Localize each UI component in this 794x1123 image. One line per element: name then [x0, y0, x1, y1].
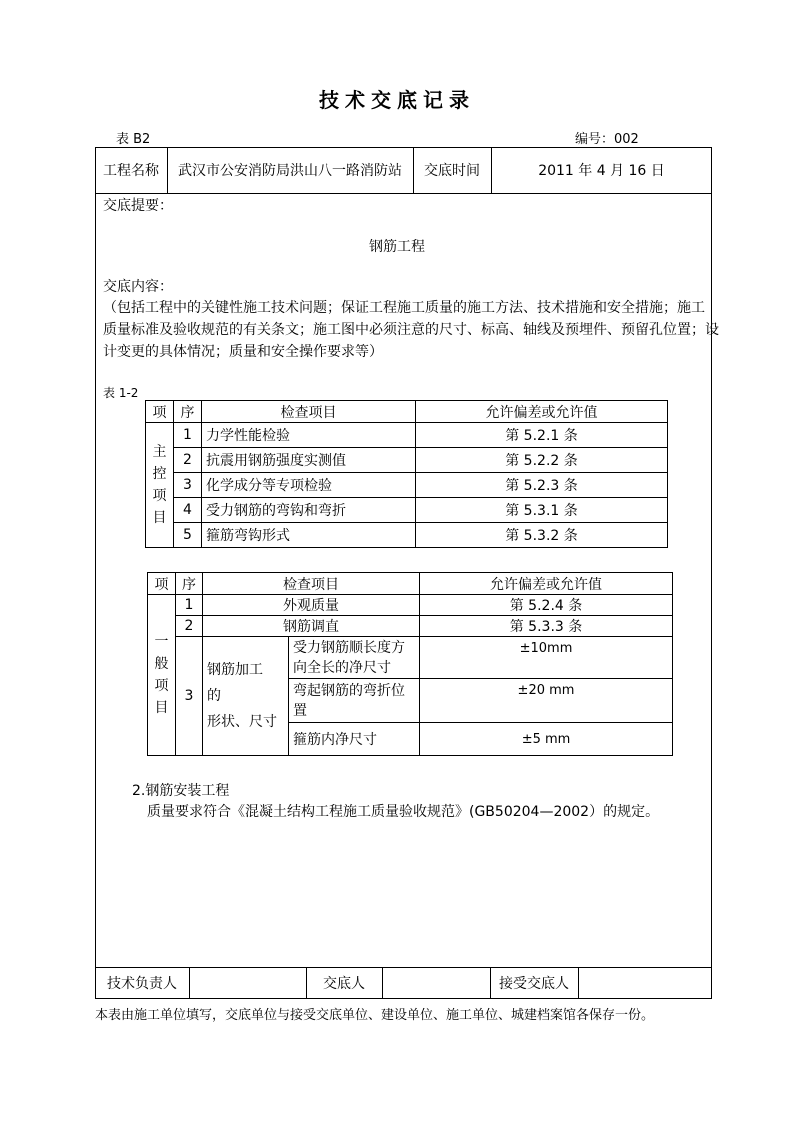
footer-note: 本表由施工单位填写，交底单位与接受交底单位、建设单位、施工单位、城建档案馆各保存一份。 [95, 1008, 655, 1023]
row-number: 2 [176, 616, 203, 637]
allowed-value: 第 5.3.1 条 [416, 498, 668, 523]
sub-item: 箍筋内净尺寸 [289, 723, 420, 756]
content-line: 质量标准及验收规范的有关条文；施工图中必须注意的尺寸、标高、轴线及预埋件、预留孔位置；设 [103, 322, 719, 338]
form-number: 表 B2 [116, 132, 151, 147]
allowed-value: ±5 mm [420, 723, 673, 756]
check-item: 箍筋弯钩形式 [202, 523, 416, 548]
allowed-value: 第 5.3.3 条 [420, 616, 673, 637]
allowed-value: 第 5.2.1 条 [416, 423, 668, 448]
check-item: 外观质量 [203, 595, 420, 616]
table-row [148, 616, 673, 637]
content-line: （包括工程中的关键性施工技术问题；保证工程施工质量的施工方法、技术措施和安全措施；施工 [103, 300, 705, 316]
table-row [148, 595, 673, 616]
discloser-signature-field[interactable] [383, 968, 489, 998]
project-name-label: 工程名称 [103, 163, 159, 179]
content-line: 计变更的具体情况；质量和安全操作要求等） [103, 344, 383, 360]
header-cell: 项 [146, 401, 174, 423]
row-number: 3 [174, 473, 202, 498]
tech-lead-label: 技术负责人 [107, 976, 177, 992]
group-label: 一 般 项 目 [148, 595, 176, 756]
allowed-value: 第 5.2.2 条 [416, 448, 668, 473]
table-row [146, 498, 668, 523]
summary-label: 交底提要： [103, 198, 173, 214]
header-cell: 检查项目 [203, 573, 420, 595]
allowed-value: ±10mm [420, 637, 673, 679]
general-items-table [147, 572, 673, 756]
row-number: 1 [176, 595, 203, 616]
group-label: 主 控 项 目 [146, 423, 174, 548]
project-name-value: 武汉市公安消防局洪山八一路消防站 [178, 163, 402, 179]
summary-text: 钢筋工程 [369, 239, 425, 255]
receiver-label: 接受交底人 [499, 976, 569, 992]
allowed-value: 第 5.3.2 条 [416, 523, 668, 548]
table-header-row [148, 573, 673, 595]
check-item: 钢筋加工 的 形状、尺寸 [203, 637, 289, 756]
check-item: 力学性能检验 [202, 423, 416, 448]
date-label: 交底时间 [424, 163, 480, 179]
header-cell: 允许偏差或允许值 [420, 573, 673, 595]
serial-number: 编号：002 [575, 132, 639, 147]
content-label: 交底内容： [103, 279, 173, 295]
table-header-row [146, 401, 668, 423]
allowed-value: 第 5.2.4 条 [420, 595, 673, 616]
page-title: 技术交底记录 [319, 88, 475, 112]
check-item: 抗震用钢筋强度实测值 [202, 448, 416, 473]
install-heading: 2.钢筋安装工程 [132, 783, 230, 799]
table-row [146, 523, 668, 548]
check-item: 受力钢筋的弯钩和弯折 [202, 498, 416, 523]
row-number: 1 [174, 423, 202, 448]
sub-item: 弯起钢筋的弯折位 置 [289, 679, 420, 723]
check-item: 化学成分等专项检验 [202, 473, 416, 498]
allowed-value: ±20 mm [420, 679, 673, 723]
tech-lead-signature-field[interactable] [190, 968, 305, 998]
header-cell: 检查项目 [202, 401, 416, 423]
header-cell: 序 [174, 401, 202, 423]
receiver-signature-field[interactable] [579, 968, 711, 998]
table-label: 表 1-2 [103, 386, 139, 400]
header-cell: 项 [148, 573, 176, 595]
check-item: 钢筋调直 [203, 616, 420, 637]
row-number: 2 [174, 448, 202, 473]
table-row [148, 637, 673, 679]
date-value: 2011 年 4 月 16 日 [538, 163, 665, 179]
row-number: 3 [176, 637, 203, 756]
row-number: 4 [174, 498, 202, 523]
sub-item: 受力钢筋顺长度方 向全长的净尺寸 [289, 637, 420, 679]
table-row [146, 423, 668, 448]
table-row [146, 473, 668, 498]
row-number: 5 [174, 523, 202, 548]
table-row [146, 448, 668, 473]
discloser-label: 交底人 [323, 976, 365, 992]
install-text: 质量要求符合《混凝土结构工程施工质量验收规范》(GB50204—2002）的规定。 [147, 804, 660, 820]
main-control-table [145, 400, 668, 548]
divider [95, 193, 712, 194]
allowed-value: 第 5.2.3 条 [416, 473, 668, 498]
header-cell: 允许偏差或允许值 [416, 401, 668, 423]
header-cell: 序 [176, 573, 203, 595]
